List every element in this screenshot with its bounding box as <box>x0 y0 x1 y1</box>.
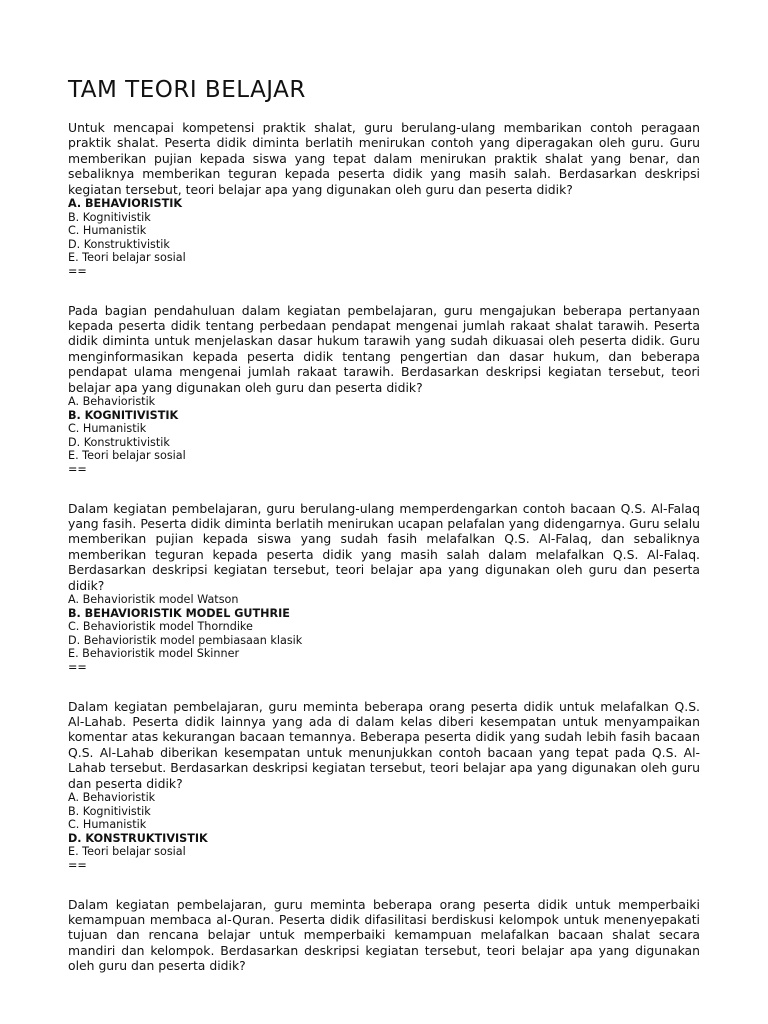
separator: == <box>68 463 87 476</box>
option-b-correct: B. KOGNITIVISTIK <box>68 408 179 422</box>
document-page <box>68 76 700 998</box>
option-b-correct: B. BEHAVIORISTIK MODEL GUTHRIE <box>68 606 290 620</box>
option-e: E. Behavioristik model Skinner <box>68 647 240 661</box>
option-c: C. Humanistik <box>68 818 147 832</box>
question-4 <box>68 699 700 873</box>
option-e: E. Teori belajar sosial <box>68 845 186 859</box>
question-3 <box>68 501 700 675</box>
option-c: C. Humanistik <box>68 224 147 238</box>
question-text: Pada bagian pendahuluan dalam kegiatan pembelajaran, guru mengajukan beberapa pertanyaan kepada peserta didik tentang perbedaan pendapat mengenai jumlah rakaat shalat tarawih. Peserta didik diminta untuk menjelaskan dasar hukum tarawih yang sudah dikuasai oleh peserta didik. Guru menginformasikan kepada peserta didik tentang pengertian dan dasar hukum, dan beberapa pendapat ulama mengenai jumlah rakaat tarawih. Berdasarkan deskripsi kegiatan tersebut, teori belajar apa yang digunakan oleh guru dan peserta didik? <box>68 302 700 395</box>
separator: == <box>68 859 87 872</box>
option-a: A. Behavioristik model Watson <box>68 593 239 607</box>
option-b: B. Kognitivistik <box>68 210 151 224</box>
option-e: E. Teori belajar sosial <box>68 251 186 265</box>
question-text: Dalam kegiatan pembelajaran, guru meminta beberapa orang peserta didik untuk memperbaiki kemampuan membaca al-Quran. Peserta didik difasilitasi berdiskusi kelompok untuk menenyepakati tujuan dan rencana belajar untuk memperbaiki kemampuan melafalkan bacaan shalat secara mandiri dan kelompok. Berdasarkan deskripsi kegiatan tersebut, teori belajar apa yang digunakan oleh guru dan peserta didik? <box>68 896 700 974</box>
option-d-correct: D. KONSTRUKTIVISTIK <box>68 831 208 845</box>
option-a: A. Behavioristik <box>68 395 156 409</box>
question-2 <box>68 303 700 477</box>
question-text: Dalam kegiatan pembelajaran, guru meminta beberapa orang peserta didik untuk melafalkan Q.S. Al-Lahab. Peserta didik lainnya yang ada di dalam kelas diberi kesempatan untuk menyampaikan komentar atas kekurangan bacaan temannya. Beberapa peserta didik yang sudah lebih fasih bacaan Q.S. Al-Lahab diberikan kesempatan untuk menunjukkan contoh bacaan yang tepat pada Q.S. Al-Lahab tersebut. Berdasarkan deskripsi kegiatan tersebut, teori belajar apa yang digunakan oleh guru dan peserta didik? <box>68 698 700 791</box>
separator: == <box>68 265 87 278</box>
question-1 <box>68 120 700 279</box>
option-a: A. Behavioristik <box>68 791 156 805</box>
page-title: TAM TEORI BELAJAR <box>68 77 306 103</box>
option-d: D. Konstruktivistik <box>68 435 170 449</box>
option-e: E. Teori belajar sosial <box>68 449 186 463</box>
question-text: Dalam kegiatan pembelajaran, guru berulang-ulang memperdengarkan contoh bacaan Q.S. Al-Falaq yang fasih. Peserta didik diminta berlatih menirukan ucapan pelafalan yang didengarnya. Guru selalu memberikan pujian kepada siswa yang sudah fasih melafalkan Q.S. Al-Falaq, dan sebaliknya memberikan teguran kepada peserta didik yang masih salah dalam melafalkan Q.S. Al-Falaq. Berdasarkan deskripsi kegiatan tersebut, teori belajar apa yang digunakan oleh guru dan peserta didik? <box>68 500 700 593</box>
separator: == <box>68 661 87 674</box>
option-c: C. Behavioristik model Thorndike <box>68 620 253 634</box>
option-d: D. Behavioristik model pembiasaan klasik <box>68 633 303 647</box>
option-c: C. Humanistik <box>68 422 147 436</box>
option-b: B. Kognitivistik <box>68 804 151 818</box>
option-a-correct: A. BEHAVIORISTIK <box>68 197 183 211</box>
option-d: D. Konstruktivistik <box>68 237 170 251</box>
question-5 <box>68 897 700 974</box>
question-text: Untuk mencapai kompetensi praktik shalat, guru berulang-ulang membarikan contoh peragaan praktik shalat. Peserta didik diminta berlatih menirukan contoh yang diperagakan oleh guru. Guru memberikan pujian kepada siswa yang tepat dalam menirukan praktik shalat yang benar, dan sebaliknya memberikan teguran kepada peserta didik yang masih salah. Berdasarkan deskripsi kegiatan tersebut, teori belajar apa yang digunakan oleh guru dan peserta didik? <box>68 120 700 197</box>
